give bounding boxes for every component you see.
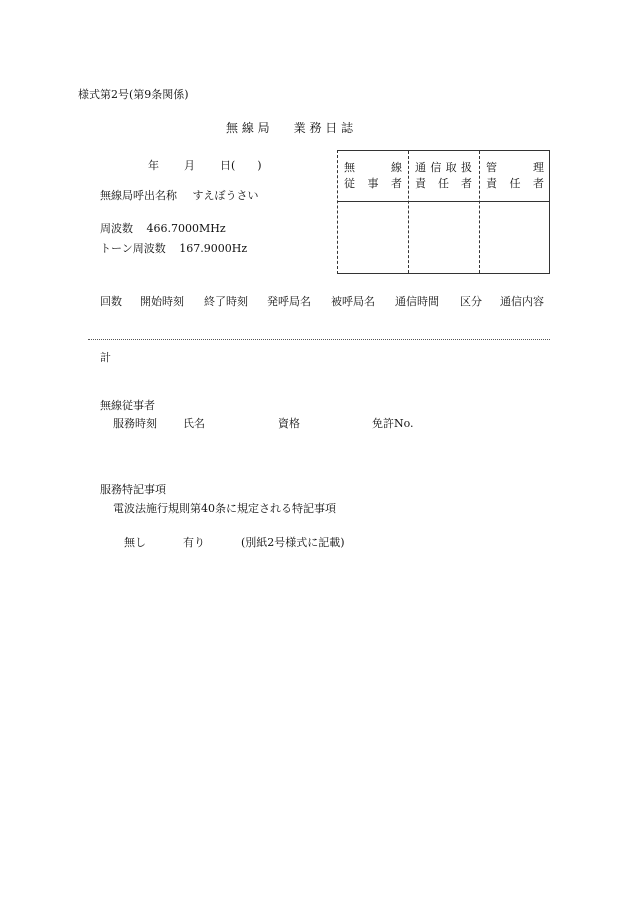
stamp-header-handler — [415, 160, 472, 192]
stamp-divider — [479, 151, 480, 273]
form-number: 様式第2号(第9条関係) — [78, 88, 189, 101]
choice-attachment-note: (別紙2号様式に記載) — [241, 536, 345, 549]
operator-field-label: 免許No. — [372, 417, 414, 430]
log-column-header: 終了時刻 — [204, 295, 248, 308]
stamp-header-char: 責 — [415, 177, 426, 190]
callsign-label: 無線局呼出名称 — [100, 189, 177, 202]
date-day-label: 日( ) — [220, 159, 262, 172]
operator-field-label: 資格 — [278, 417, 300, 430]
stamp-divider — [408, 151, 409, 273]
date-month-label: 月 — [184, 159, 195, 172]
stamp-header-char: 管 — [486, 161, 497, 174]
stamp-header-char: 事 — [367, 177, 379, 190]
stamp-header-manager — [486, 160, 544, 192]
document-title: 無 線 局 業 務 日 誌 — [226, 121, 354, 135]
tone-row — [100, 240, 247, 256]
operator-field-label: 氏名 — [183, 417, 205, 430]
log-column-header: 開始時刻 — [140, 295, 184, 308]
choice-none: 無し — [124, 536, 146, 549]
notes-subheading: 電波法施行規則第40条に規定される特記事項 — [113, 502, 336, 515]
log-column-header: 区分 — [460, 295, 482, 308]
stamp-header-char: 理 — [533, 161, 544, 174]
stamp-header-char: 責 — [486, 177, 497, 190]
log-column-header: 通信時間 — [395, 295, 439, 308]
stamp-header-char: 任 — [509, 177, 521, 190]
stamp-header-char: 通 — [415, 161, 426, 174]
stamp-header-char: 信 — [430, 161, 442, 174]
stamp-header-char: 者 — [533, 177, 544, 190]
approval-stamp-table — [337, 150, 550, 274]
stamp-header-rule — [338, 201, 549, 202]
choice-yes: 有り — [183, 536, 205, 549]
frequency-label: 周波数 — [100, 222, 133, 235]
date-year-label: 年 — [148, 159, 159, 172]
operator-heading: 無線従事者 — [100, 399, 155, 412]
stamp-header-char: 者 — [391, 177, 402, 190]
stamp-header-char: 者 — [461, 177, 472, 190]
stamp-header-char: 取 — [445, 161, 457, 174]
dotted-separator — [88, 339, 550, 340]
callsign-value: すえぼうさい — [192, 189, 259, 202]
log-column-header: 被呼局名 — [331, 295, 375, 308]
log-column-header: 通信内容 — [500, 295, 544, 308]
frequency-value: 466.7000MHz — [146, 222, 226, 235]
notes-heading: 服務特記事項 — [100, 483, 166, 496]
operator-field-label: 服務時刻 — [113, 417, 157, 430]
tone-value: 167.9000Hz — [179, 242, 248, 255]
total-label: 計 — [100, 351, 111, 364]
stamp-header-char: 無 — [344, 161, 355, 174]
stamp-header-char: 従 — [344, 177, 355, 190]
log-column-header: 回数 — [100, 295, 122, 308]
stamp-header-char: 扱 — [460, 161, 472, 174]
stamp-header-char: 線 — [391, 161, 402, 174]
tone-label: トーン周波数 — [100, 242, 166, 255]
callsign-row — [100, 187, 259, 203]
stamp-header-operator — [344, 160, 402, 192]
log-column-header: 発呼局名 — [267, 295, 311, 308]
frequency-row — [100, 220, 226, 236]
stamp-header-char: 任 — [438, 177, 449, 190]
